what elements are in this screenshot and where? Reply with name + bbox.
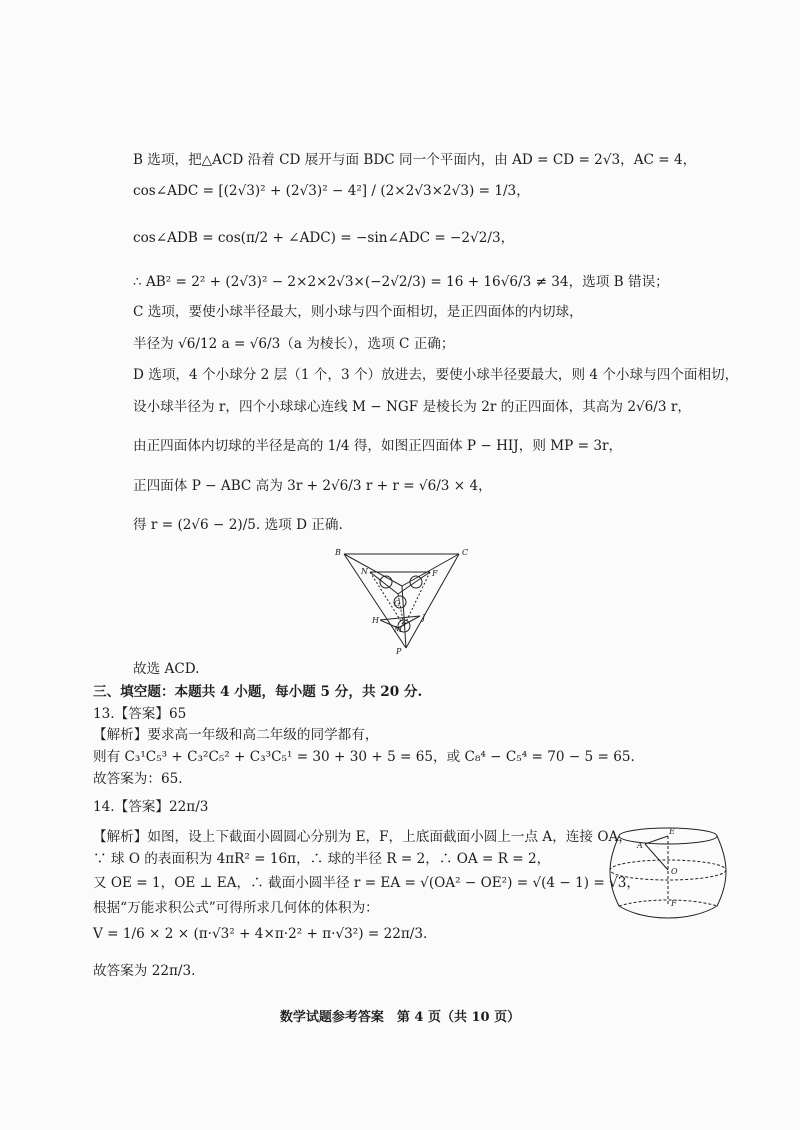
text-line: 14.【答案】22π/3 (93, 799, 209, 815)
section-heading: 三、填空题：本题共 4 小题，每小题 5 分，共 20 分. (93, 684, 423, 700)
text-line: 故选 ACD. (133, 661, 200, 677)
figure-label: A (637, 841, 643, 850)
text-line: 正四面体 P − ABC 高为 3r + 2√6/3 r + r = √6/3 × 4， (133, 478, 492, 494)
figure-label: F (671, 899, 677, 908)
text-line: C 选项，要使小球半径最大，则小球与四个面相切，是正四面体的内切球， (133, 304, 583, 320)
figure-label: H (372, 616, 379, 625)
page-footer: 数学试题参考答案 第 4 页（共 10 页） (279, 1010, 521, 1025)
text-line: 设小球半径为 r，四个小球球心连线 M − NGF 是棱长为 2r 的正四面体，其高为 2√6/3 r， (133, 399, 691, 415)
sphere-segment-figure (605, 822, 731, 922)
figure-label: E (669, 827, 675, 836)
text-line: 又 OE = 1，OE ⊥ EA，∴ 截面小圆半径 r = EA = √(OA² − OE²) = √(4 − 1) = √3， (93, 875, 640, 891)
figure-label: N (361, 567, 368, 576)
text-line: V = 1/6 × 2 × (π·√3² + 4×π·2² + π·√3²) = 22π/3. (93, 926, 428, 942)
text-line: cos∠ADB = cos(π/2 + ∠ADC) = −sin∠ADC = −2√2/3， (133, 230, 515, 246)
text-line: B 选项，把△ACD 沿着 CD 展开与面 BDC 同一个平面内，由 AD = CD = 2√3，AC = 4， (133, 152, 697, 168)
text-line: D 选项，4 个小球分 2 层（1 个，3 个）放进去，要使小球半径要最大，则 4 个小球与四个面相切， (133, 367, 739, 383)
figure-label: O (671, 867, 678, 876)
text-line: 半径为 √6/12 a = √6/3（a 为棱长），选项 C 正确； (133, 336, 455, 352)
text-line: 13.【答案】65 (93, 706, 187, 722)
text-line: 【解析】要求高一年级和高二年级的同学都有， (93, 727, 379, 743)
figure-label: B (335, 548, 341, 557)
text-line: 故答案为：65. (93, 771, 183, 787)
text-line: ∵ 球 O 的表面积为 4πR² = 16π，∴ 球的半径 R = 2，∴ OA = R = 2， (93, 851, 551, 867)
figure-label: G (394, 599, 401, 608)
figure-label: M (394, 625, 403, 634)
text-line: 得 r = (2√6 − 2)/5. 选项 D 正确. (133, 517, 343, 533)
figure-label: C (462, 548, 469, 557)
text-line: 【解析】如图，设上下截面小圆圆心分别为 E，F，上底面截面小圆上一点 A，连接 OA， (93, 829, 632, 845)
figure-label: F (432, 569, 438, 578)
text-line: ∴ AB² = 2² + (2√3)² − 2×2×2√3×(−2√2/3) = 16 + 16√6/3 ≠ 34，选项 B 错误； (133, 274, 669, 290)
tetrahedron-figure (334, 544, 484, 656)
text-line: 故答案为 22π/3. (93, 963, 196, 979)
text-line: 则有 C₃¹C₅³ + C₃²C₅² + C₃³C₅¹ = 30 + 30 + 5 = 65，或 C₈⁴ − C₅⁴ = 70 − 5 = 65. (93, 749, 635, 765)
text-line: 由正四面体内切球的半径是高的 1/4 得，如图正四面体 P − HIJ，则 MP = 3r， (133, 438, 623, 454)
figure-label: P (396, 647, 402, 656)
figure-label: J (422, 613, 426, 622)
text-line: 根据“万能求积公式”可得所求几何体的体积为： (93, 900, 379, 916)
text-line: cos∠ADC = [(2√3)² + (2√3)² − 4²] / (2×2√3×2√3) = 1/3， (133, 183, 530, 199)
